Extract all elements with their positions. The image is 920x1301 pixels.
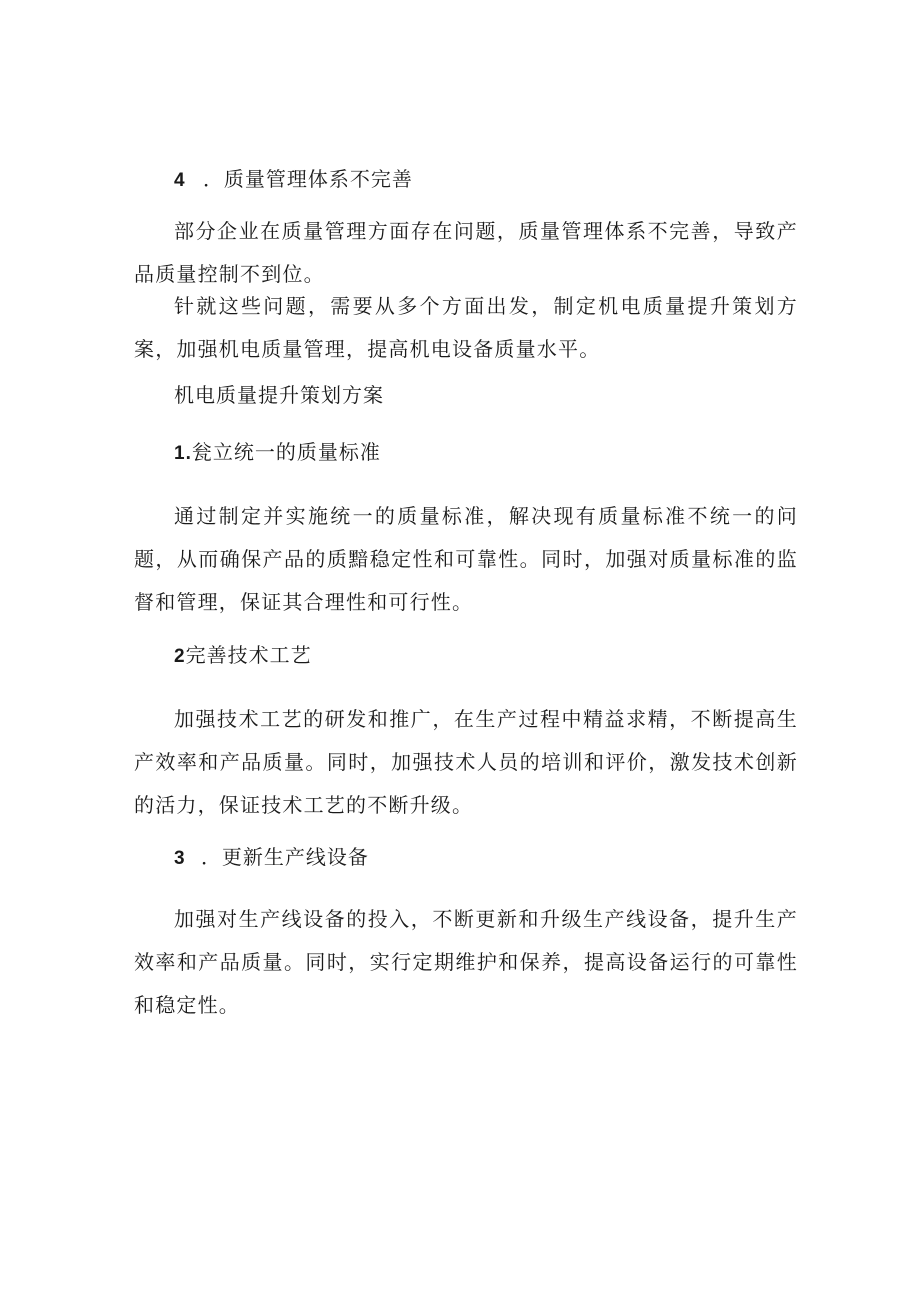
plan-3-number: 3	[174, 848, 186, 869]
plan-1-number: 1.	[174, 443, 192, 464]
plan-1-paragraph: 通过制定并实施统一的质量标准，解决现有质量标准不统一的问题，从而确保产品的质黯稳定性和可靠性。同时，加强对质量标准的监督和管理，保证其合理性和可行性。	[134, 504, 798, 614]
plan-3-title: ．更新生产线设备	[200, 845, 369, 869]
plan-3-heading	[174, 845, 369, 871]
section-4-title: ．质量管理体系不完善	[202, 167, 413, 191]
plan-1-heading	[174, 440, 381, 466]
plan-2-number: 2	[174, 646, 186, 667]
plan-2-title: 完善技术工艺	[185, 643, 312, 667]
intro-paragraph: 针就这些问题，需要从多个方面出发，制定机电质量提升策划方案，加强机电质量管理，提高机电设备质量水平。	[134, 294, 798, 361]
plan-2-paragraph: 加强技术工艺的研发和推广，在生产过程中精益求精，不断提高生产效率和产品质量。同时，加强技术人员的培训和评价，激发技术创新的活力，保证技术工艺的不断升级。	[134, 707, 798, 817]
plan-heading: 机电质量提升策划方案	[174, 383, 384, 407]
plan-1-title: 瓮立统一的质量标准	[191, 440, 381, 464]
plan-3-paragraph: 加强对生产线设备的投入，不断更新和升级生产线设备，提升生产效率和产品质量。同时，实行定期维护和保养，提高设备运行的可靠性和稳定性。	[134, 907, 798, 1017]
plan-2-heading	[174, 643, 312, 669]
section-4-number: 4	[174, 170, 186, 191]
section-4-paragraph: 部分企业在质量管理方面存在问题，质量管理体系不完善，导致产品质量控制不到位。	[134, 219, 798, 286]
section-4-heading	[174, 167, 413, 193]
